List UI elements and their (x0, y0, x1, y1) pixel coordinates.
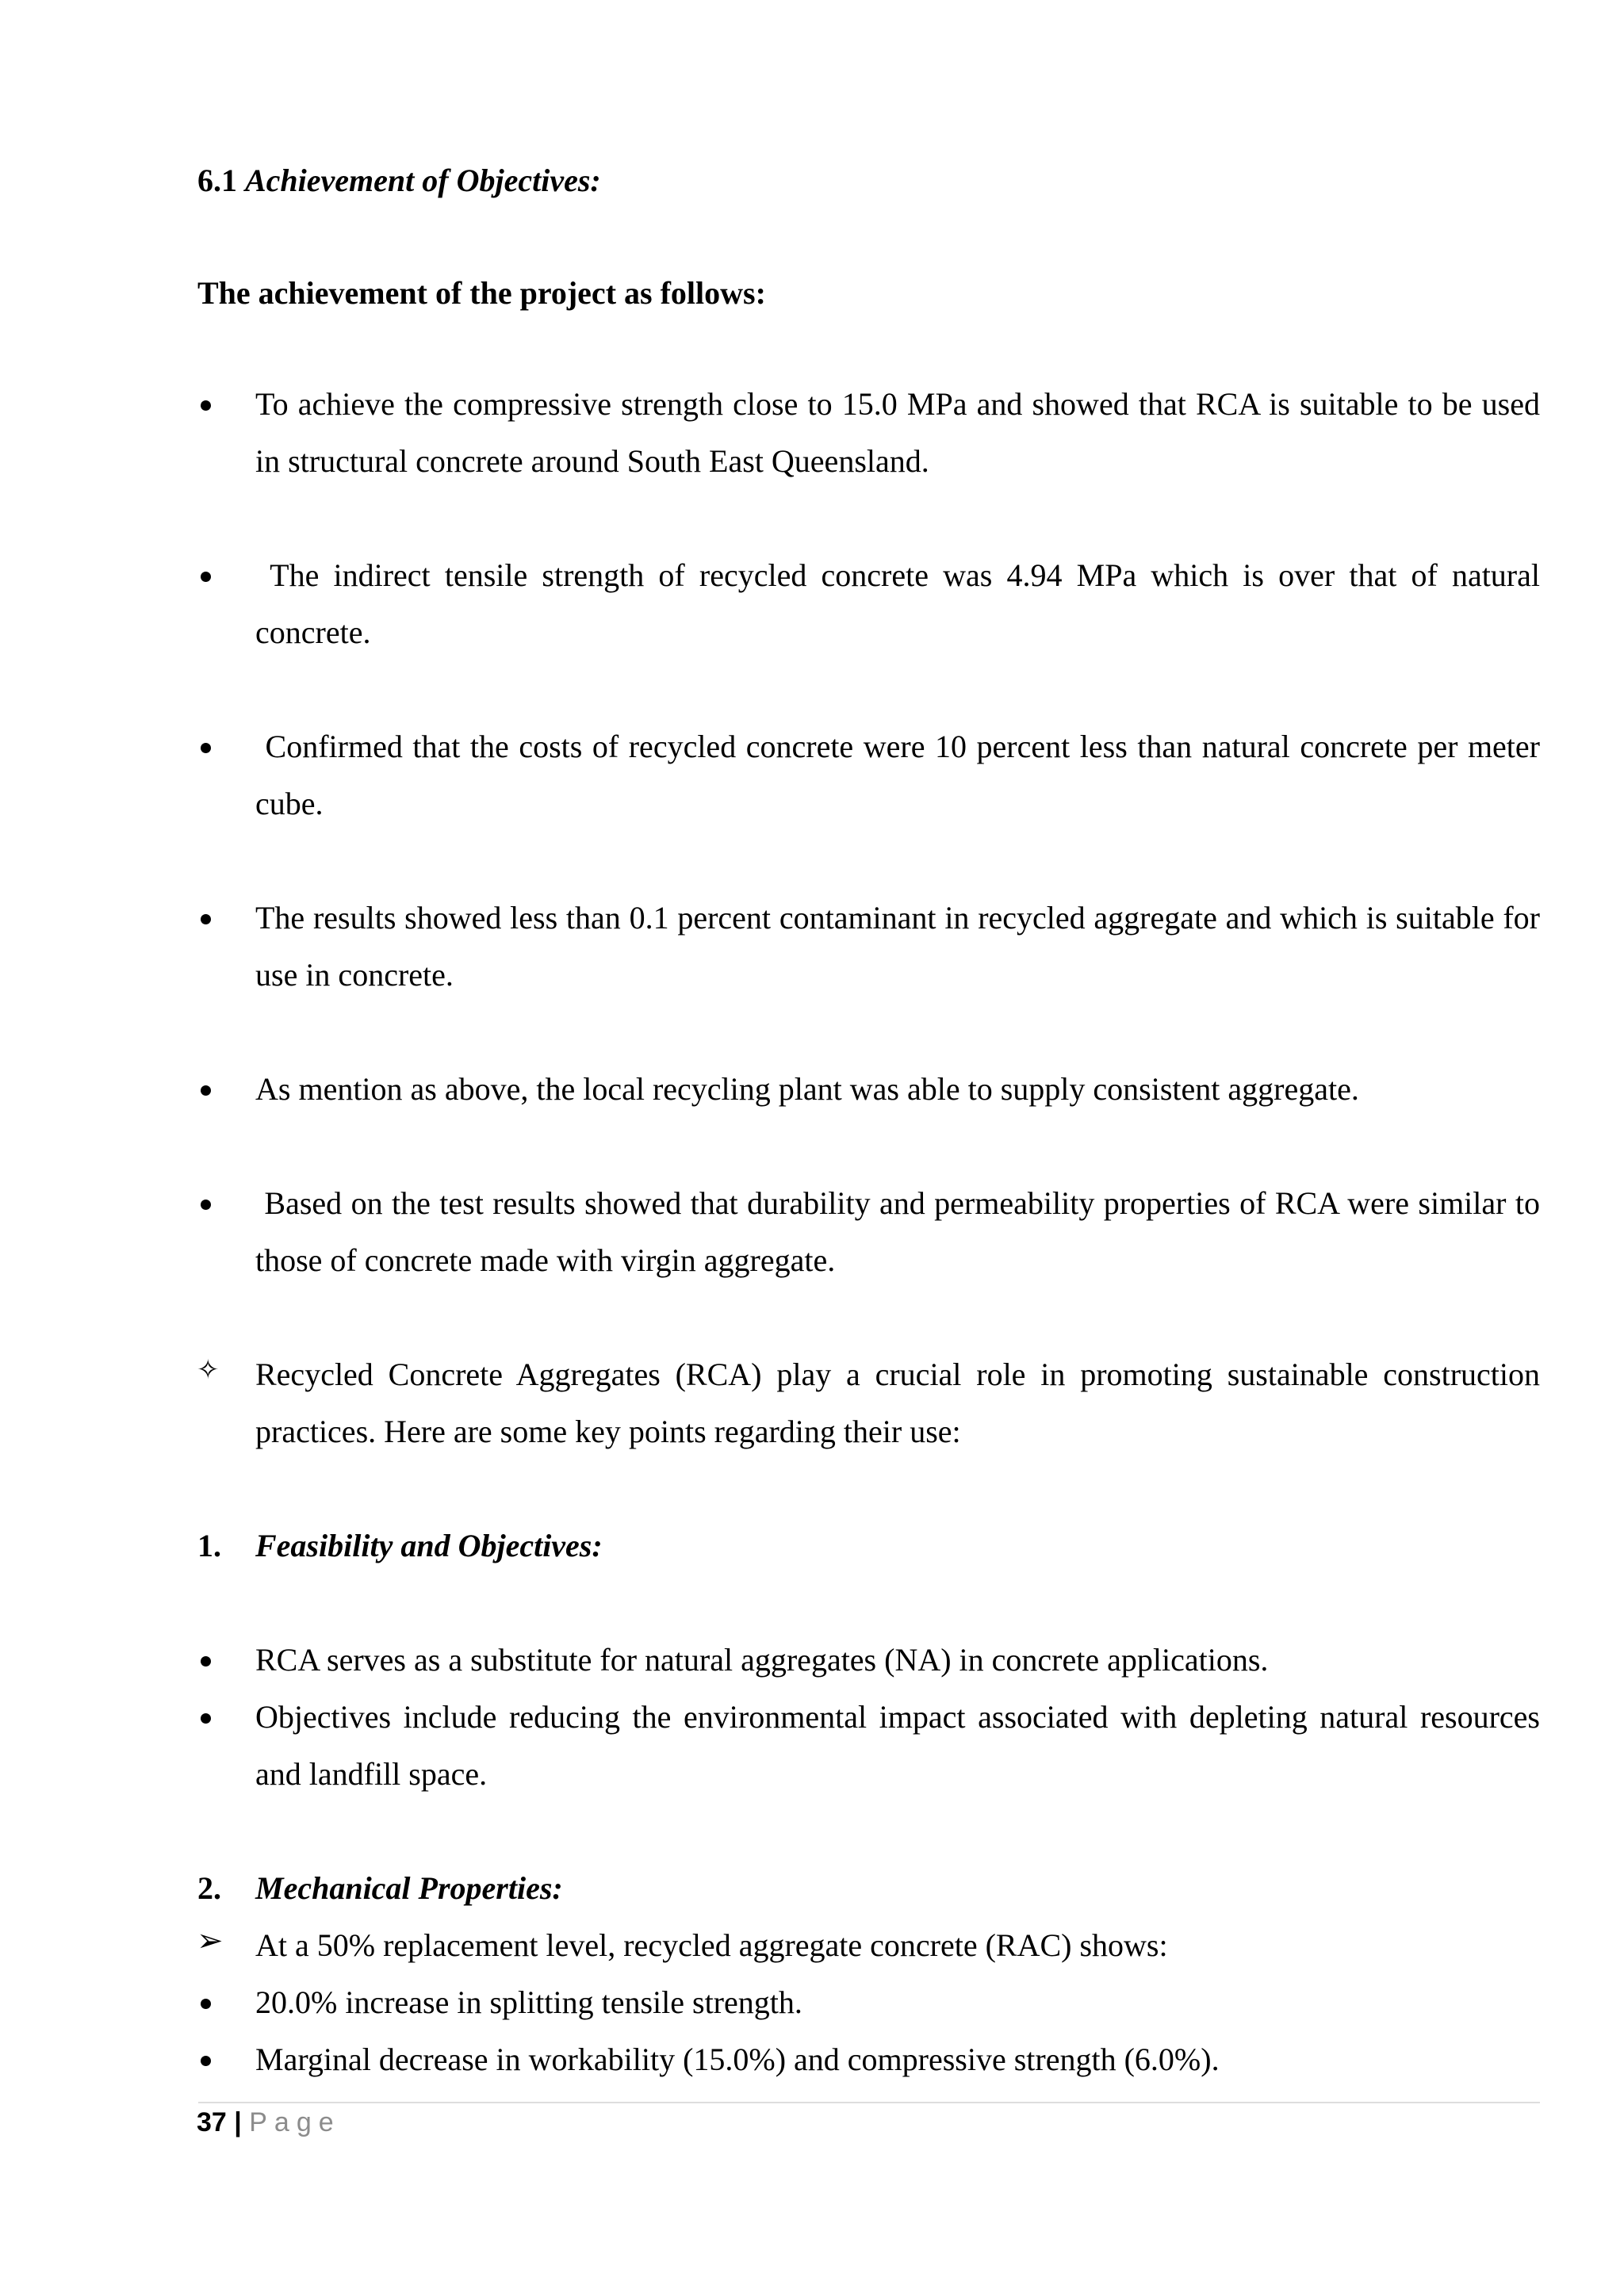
achievement-item: Based on the test results showed that durability and permeability properties of RCA were similar to those of concrete made with virgin aggregate. (255, 1185, 1549, 1278)
bullet-icon (201, 1999, 211, 2009)
bullet-icon (201, 743, 211, 753)
arrowhead-icon: ➢ (197, 1923, 224, 1959)
list-item: Objectives include reducing the environmental impact associated with depleting natural resources and landfill space. (255, 1699, 1540, 1792)
footer-separator: | (234, 2107, 242, 2137)
subsection-title: Mechanical Properties: (255, 1870, 563, 1906)
bullet-icon (201, 400, 211, 411)
list-item: RCA serves as a substitute for natural aggregates (NA) in concrete applications. (255, 1642, 1269, 1678)
rca-note: Recycled Concrete Aggregates (RCA) play a crucial role in promoting sustainable construction practices. Here are some key points regarding their use: (255, 1357, 1540, 1449)
page-number: 37 (197, 2107, 227, 2137)
section-number: 6.1 (197, 163, 237, 198)
bullet-icon (201, 914, 211, 924)
diamond-star-icon: ✧ (197, 1354, 220, 1386)
intro-heading: The achievement of the project as follows: (197, 275, 766, 311)
arrow-item: At a 50% replacement level, recycled aggregate concrete (RAC) shows: (255, 1927, 1168, 1963)
bullet-icon (201, 572, 211, 582)
subsection-number: 2. (197, 1870, 221, 1906)
achievement-item: As mention as above, the local recycling plant was able to supply consistent aggregate. (255, 1071, 1359, 1107)
bullet-icon (201, 2056, 211, 2066)
achievement-item: To achieve the compressive strength close to 15.0 MPa and showed that RCA is suitable to be used in structural concrete around South East Queensland. (255, 386, 1540, 479)
bullet-icon (201, 1713, 211, 1724)
subsection-number: 1. (197, 1528, 221, 1563)
list-item: 20.0% increase in splitting tensile strength. (255, 1984, 802, 2020)
section-heading (197, 157, 601, 205)
bullet-icon (201, 1200, 211, 1210)
page-label: Page (249, 2107, 341, 2137)
bullet-icon (201, 1085, 211, 1096)
section-title: Achievement of Objectives: (245, 163, 601, 198)
achievement-item: The indirect tensile strength of recycled concrete was 4.94 MPa which is over that of natural concrete. (255, 557, 1548, 650)
subsection-title: Feasibility and Objectives: (255, 1528, 603, 1563)
bullet-icon (201, 1656, 211, 1667)
achievement-item: The results showed less than 0.1 percent contaminant in recycled aggregate and which is suitable for use in concrete. (255, 900, 1540, 993)
list-item: Marginal decrease in workability (15.0%) and compressive strength (6.0%). (255, 2042, 1220, 2077)
achievement-item: Confirmed that the costs of recycled concrete were 10 percent less than natural concrete per meter cube. (255, 729, 1548, 821)
footer-divider (198, 2102, 1540, 2103)
page-footer (197, 2103, 341, 2142)
